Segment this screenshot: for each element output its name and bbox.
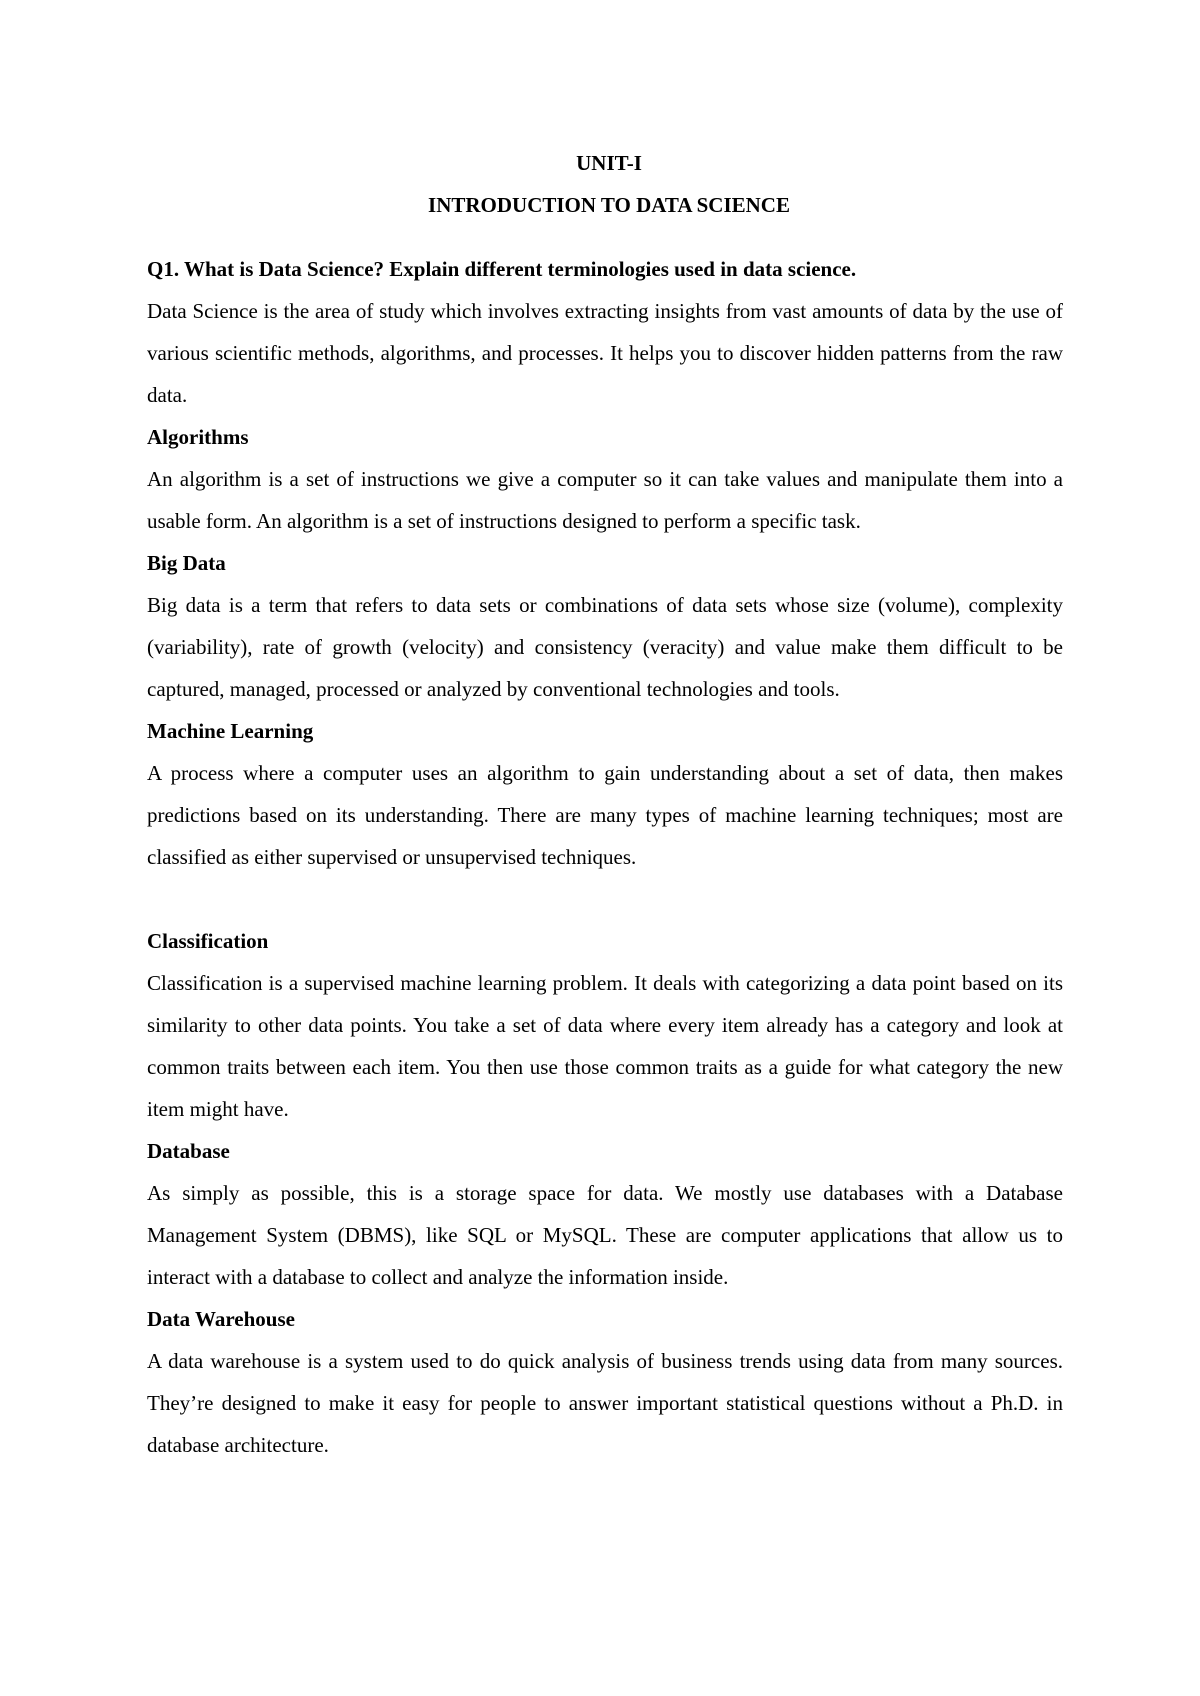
chapter-title: INTRODUCTION TO DATA SCIENCE bbox=[428, 193, 790, 217]
term-heading-data-warehouse: Data Warehouse bbox=[147, 1307, 295, 1331]
term-text-database: As simply as possible, this is a storage space for data. We mostly use databases with a Database Management System (DBMS), like SQL or MySQL. These are computer applications that allow us to interact with a database to collect and analyze the information inside. bbox=[147, 1181, 1063, 1289]
document-page bbox=[147, 142, 1063, 1466]
term-text-machine-learning: A process where a computer uses an algorithm to gain understanding about a set of data, then makes predictions based on its understanding. There are many types of machine learning techniques; most are classified as either supervised or unsupervised techniques. bbox=[147, 761, 1063, 869]
term-heading-database: Database bbox=[147, 1139, 230, 1163]
intro-paragraph: Data Science is the area of study which involves extracting insights from vast amounts of data by the use of various scientific methods, algorithms, and processes. It helps you to discover hidden patterns from the raw data. bbox=[147, 299, 1063, 407]
term-heading-machine-learning: Machine Learning bbox=[147, 719, 314, 743]
term-text-big-data: Big data is a term that refers to data sets or combinations of data sets whose size (volume), complexity (variability), rate of growth (velocity) and consistency (veracity) and value make them difficult to be captured, managed, processed or analyzed by conventional technologies and tools. bbox=[147, 593, 1063, 701]
term-text-algorithms: An algorithm is a set of instructions we give a computer so it can take values and manipulate them into a usable form. An algorithm is a set of instructions designed to perform a specific task. bbox=[147, 467, 1063, 533]
question-heading: Q1. What is Data Science? Explain different terminologies used in data science. bbox=[147, 257, 857, 281]
term-text-classification: Classification is a supervised machine learning problem. It deals with categorizing a data point based on its similarity to other data points. You take a set of data where every item already has a category and look at common traits between each item. You then use those common traits as a guide for what category the new item might have. bbox=[147, 971, 1063, 1121]
unit-heading: UNIT-I bbox=[576, 151, 642, 175]
term-heading-algorithms: Algorithms bbox=[147, 425, 249, 449]
blank-line bbox=[147, 878, 1063, 920]
term-heading-big-data: Big Data bbox=[147, 551, 226, 575]
term-heading-classification: Classification bbox=[147, 929, 269, 953]
term-text-data-warehouse: A data warehouse is a system used to do quick analysis of business trends using data from many sources. They’re designed to make it easy for people to answer important statistical questions without a Ph.D. in database architecture. bbox=[147, 1349, 1063, 1457]
